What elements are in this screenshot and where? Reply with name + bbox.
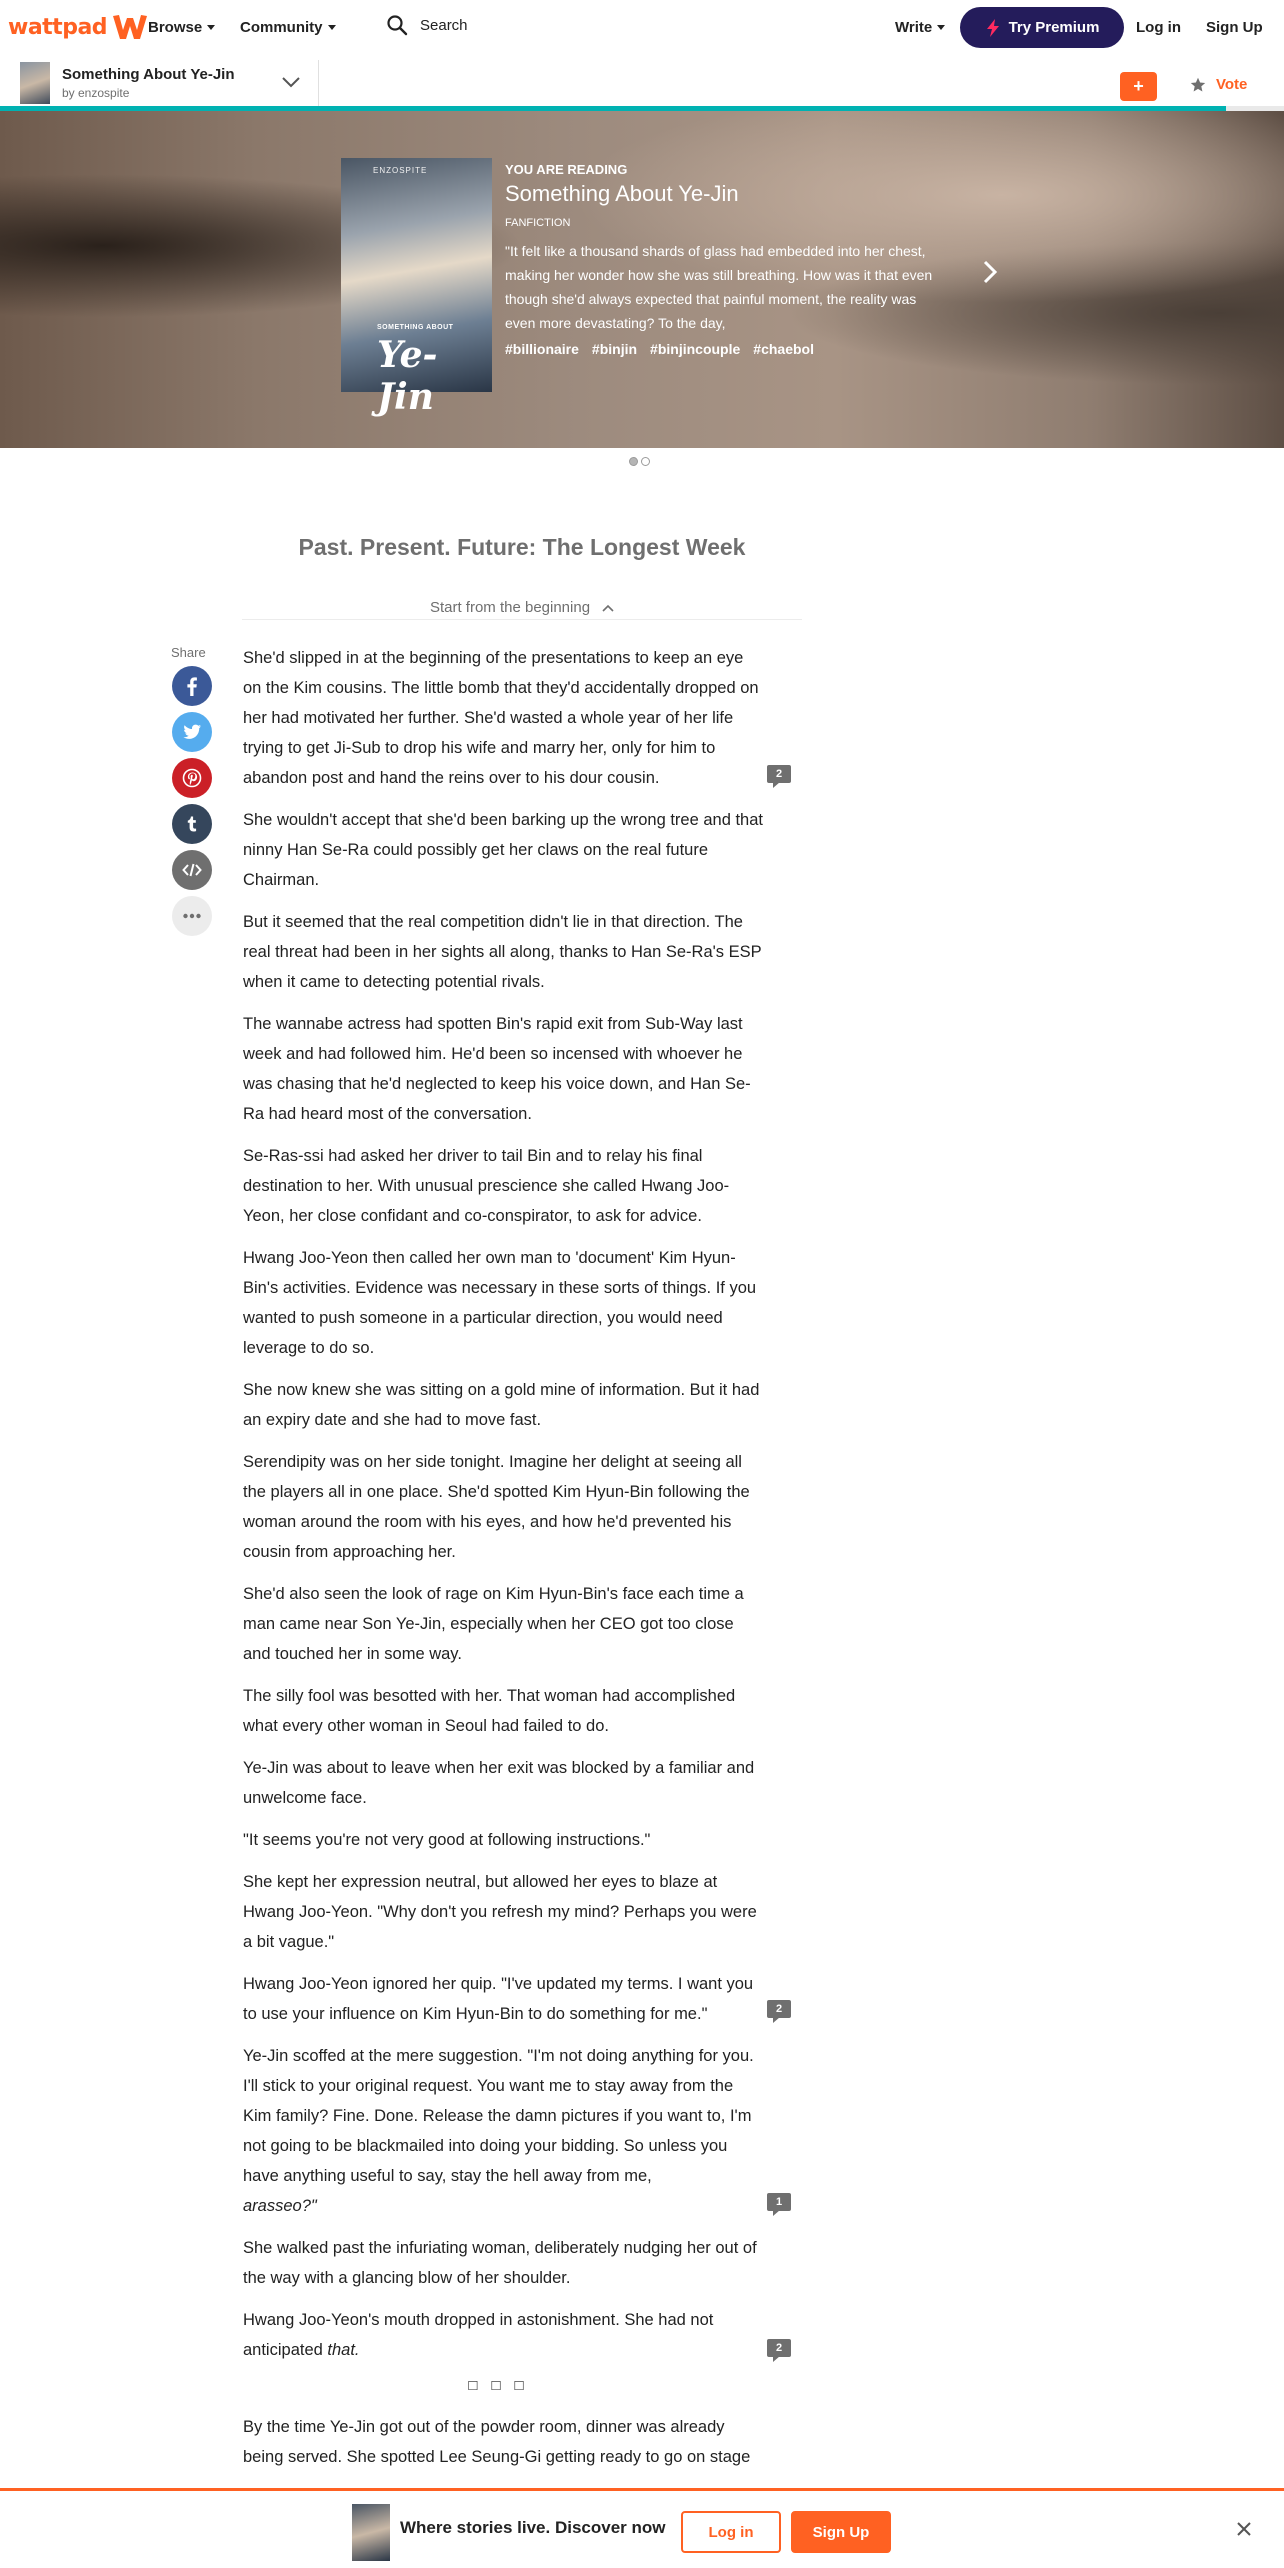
twitter-share-button[interactable] bbox=[172, 712, 212, 752]
story-paragraph bbox=[243, 2305, 763, 2365]
chevron-right-icon[interactable] bbox=[980, 259, 1000, 285]
comment-count: 2 bbox=[767, 765, 791, 783]
facebook-icon bbox=[181, 675, 203, 697]
story-bar bbox=[0, 56, 1284, 108]
story-paragraph: She'd slipped in at the beginning of the presentations to keep an eye on the Kim cousins. The little bomb that they'd accidentally dropped on her had motivated her further. She'd wasted a whole year of her life trying to get Ji-Sub to drop his wife and marry her, only for him to abandon post and hand the reins over to his dour cousin. bbox=[243, 649, 759, 787]
wattpad-logo[interactable] bbox=[8, 12, 149, 42]
story-cover-thumbnail[interactable] bbox=[20, 62, 50, 104]
story-paragraph: She'd also seen the look of rage on Kim Hyun-Bin's face each time a man came near Son Ye-Jin, especially when her CEO got too close and touched her in some way. bbox=[243, 1585, 744, 1663]
browse-menu[interactable] bbox=[148, 19, 215, 36]
story-paragraph: She now knew she was sitting on a gold mine of information. But it had an expiry date and she had to move fast. bbox=[243, 1381, 760, 1429]
comment-count: 2 bbox=[767, 2339, 791, 2357]
story-paragraph: She walked past the infuriating woman, deliberately nudging her out of the way with a glancing blow of her shoulder. bbox=[243, 2239, 757, 2287]
inline-comment-button[interactable] bbox=[767, 2339, 791, 2361]
browse-label: Browse bbox=[148, 19, 203, 36]
comment-bubble-icon bbox=[773, 782, 780, 788]
comment-count: 1 bbox=[767, 2193, 791, 2211]
hero-story-title[interactable]: Something About Ye-Jin bbox=[505, 181, 739, 206]
signup-link[interactable]: Sign Up bbox=[1206, 19, 1263, 36]
comment-bubble-icon bbox=[773, 2210, 780, 2216]
story-paragraph: The wannabe actress had spotten Bin's rapid exit from Sub-Way last week and had followed him. He'd been so incensed with whoever he was chasing that he'd neglected to keep his voice down, and Han Se-Ra had heard most of the conversation. bbox=[243, 1015, 751, 1123]
story-paragraph: She wouldn't accept that she'd been barking up the wrong tree and that ninny Han Se-Ra could possibly get her claws on the real future Chairman. bbox=[243, 811, 763, 889]
top-nav bbox=[0, 0, 1284, 56]
part-title: Past. Present. Future: The Longest Week bbox=[298, 534, 746, 560]
vote-label: Vote bbox=[1216, 76, 1248, 93]
story-cover-image[interactable] bbox=[341, 158, 492, 418]
vote-button[interactable] bbox=[1190, 76, 1247, 93]
story-text bbox=[243, 643, 763, 2484]
caret-down-icon bbox=[207, 25, 215, 30]
story-cover-thumbnail bbox=[352, 2504, 390, 2561]
caret-down-icon bbox=[937, 25, 945, 30]
italic-text: that. bbox=[327, 2341, 360, 2359]
story-paragraph bbox=[243, 2041, 763, 2221]
inline-comment-button[interactable] bbox=[767, 2000, 791, 2022]
caret-down-icon bbox=[328, 25, 336, 30]
facebook-share-button[interactable] bbox=[172, 666, 212, 706]
story-paragraph: But it seemed that the real competition didn't lie in that direction. The real threat had been in her sights all along, thanks to Han Se-Ra's ESP when it came to detecting potential rivals. bbox=[243, 913, 762, 991]
story-description: "It felt like a thousand shards of glass had embedded into her chest, making her wonder how she was still breathing. How was it that even though she'd always expected that painful moment, the reality was even more devastating? To the day, bbox=[505, 243, 933, 331]
search-bar bbox=[386, 14, 720, 36]
carousel-dot[interactable] bbox=[641, 457, 650, 466]
story-hero-banner bbox=[0, 111, 1284, 448]
scene-divider: □□□ bbox=[468, 2377, 538, 2394]
close-icon[interactable] bbox=[1236, 2521, 1252, 2537]
banner-login-button[interactable]: Log in bbox=[681, 2511, 781, 2553]
pinterest-share-button[interactable] bbox=[172, 758, 212, 798]
banner-tagline: Where stories live. Discover now bbox=[400, 2518, 666, 2537]
start-from-beginning-link[interactable] bbox=[430, 596, 614, 619]
write-label: Write bbox=[895, 19, 933, 36]
tumblr-icon bbox=[181, 813, 203, 835]
story-category[interactable]: FANFICTION bbox=[505, 217, 571, 229]
inline-comment-button[interactable] bbox=[767, 765, 791, 787]
tumblr-share-button[interactable] bbox=[172, 804, 212, 844]
add-to-library-button[interactable]: + bbox=[1120, 72, 1157, 101]
lightning-bolt-icon bbox=[985, 19, 1001, 37]
tag-link[interactable]: #chaebol bbox=[753, 341, 814, 357]
premium-label: Try Premium bbox=[1008, 19, 1100, 36]
comment-bubble-icon bbox=[773, 2017, 780, 2023]
community-menu[interactable] bbox=[240, 19, 336, 36]
comment-bubble-icon bbox=[773, 2356, 780, 2362]
star-icon bbox=[1190, 77, 1206, 93]
tag-link[interactable]: #binjincouple bbox=[650, 341, 741, 357]
share-label: Share bbox=[171, 645, 206, 660]
more-share-button[interactable] bbox=[172, 896, 212, 936]
try-premium-button[interactable] bbox=[960, 7, 1124, 48]
search-input[interactable] bbox=[420, 17, 720, 34]
carousel-dot[interactable] bbox=[629, 457, 638, 466]
banner-signup-button[interactable]: Sign Up bbox=[791, 2511, 891, 2553]
pinterest-icon bbox=[181, 767, 203, 789]
paragraph-text: Hwang Joo-Yeon's mouth dropped in astonishment. She had not anticipated bbox=[243, 2311, 714, 2359]
login-link[interactable]: Log in bbox=[1136, 19, 1181, 36]
start-from-beginning-row bbox=[242, 596, 802, 620]
cover-subtitle-text: SOMETHING ABOUT bbox=[377, 324, 454, 331]
signup-prompt-banner bbox=[0, 2488, 1284, 2568]
twitter-icon bbox=[181, 721, 203, 743]
chevron-down-icon[interactable] bbox=[280, 72, 302, 92]
italic-text: arasseo?" bbox=[243, 2197, 317, 2215]
inline-comment-button[interactable] bbox=[767, 2193, 791, 2215]
logo-text: wattpad bbox=[8, 14, 108, 40]
story-paragraph: Se-Ras-ssi had asked her driver to tail Bin and to relay his final destination to her. With unusual prescience she called Hwang Joo-Yeon, her close confidant and co-conspirator, to ask for advice. bbox=[243, 1147, 730, 1225]
story-paragraph: The silly fool was besotted with her. That woman had accomplished what every other woman in Seoul had failed to do. bbox=[243, 1687, 736, 1735]
story-paragraph: Ye-Jin was about to leave when her exit was blocked by a familiar and unwelcome face. bbox=[243, 1759, 755, 1807]
embed-share-button[interactable] bbox=[172, 850, 212, 890]
story-paragraph: Hwang Joo-Yeon then called her own man to 'document' Kim Hyun-Bin's activities. Evidence was necessary in these sorts of things. If you wanted to push someone in a particular direction, you would need leverage to do so. bbox=[243, 1249, 757, 1357]
write-menu[interactable] bbox=[895, 19, 945, 36]
you-are-reading-label: YOU ARE READING bbox=[505, 162, 628, 177]
story-paragraph: By the time Ye-Jin got out of the powder room, dinner was already being served. She spotted Lee Seung-Gi getting ready to go on stage bbox=[243, 2418, 751, 2466]
carousel-dots bbox=[629, 457, 653, 466]
divider bbox=[318, 60, 319, 106]
story-paragraph: Serendipity was on her side tonight. Imagine her delight at seeing all the players all in one place. She'd spotted Kim Hyun-Bin following the woman around the room with his eyes, and how he'd prevented his cousin from approaching her. bbox=[243, 1453, 750, 1561]
story-paragraph: Hwang Joo-Yeon ignored her quip. "I've updated my terms. I want you to use your influence on Kim Hyun-Bin to do something for me." bbox=[243, 1975, 754, 2023]
embed-icon bbox=[181, 859, 203, 881]
chevron-up-icon bbox=[602, 604, 614, 612]
cover-author-text: ENZOSPITE bbox=[373, 166, 428, 175]
story-paragraph: "It seems you're not very good at following instructions." bbox=[243, 1831, 651, 1849]
story-title[interactable]: Something About Ye-Jin bbox=[62, 66, 235, 83]
search-icon[interactable] bbox=[386, 14, 408, 36]
cover-title-text: Ye-Jin bbox=[377, 334, 438, 418]
story-author[interactable]: by enzospite bbox=[62, 86, 130, 100]
comment-count: 2 bbox=[767, 2000, 791, 2018]
community-label: Community bbox=[240, 19, 323, 36]
story-tags bbox=[505, 341, 827, 357]
tag-link[interactable]: #binjin bbox=[591, 341, 638, 357]
paragraph-text: Ye-Jin scoffed at the mere suggestion. "I'm not doing anything for you. I'll stick to your original request. You want me to stay away from the Kim family? Fine. Done. Release the damn pictures if you want to, I'm not going to be blackmailed into doing your bidding. So unless you have anything useful to say, stay the hell away from me, bbox=[243, 2047, 754, 2185]
start-link-label: Start from the beginning bbox=[429, 599, 591, 616]
wattpad-w-icon bbox=[111, 12, 149, 42]
story-paragraph: She kept her expression neutral, but allowed her eyes to blaze at Hwang Joo-Yeon. "Why don't you refresh my mind? Perhaps you were a bit vague." bbox=[243, 1873, 757, 1951]
tag-link[interactable]: #billionaire bbox=[505, 341, 579, 357]
more-icon bbox=[181, 905, 203, 927]
